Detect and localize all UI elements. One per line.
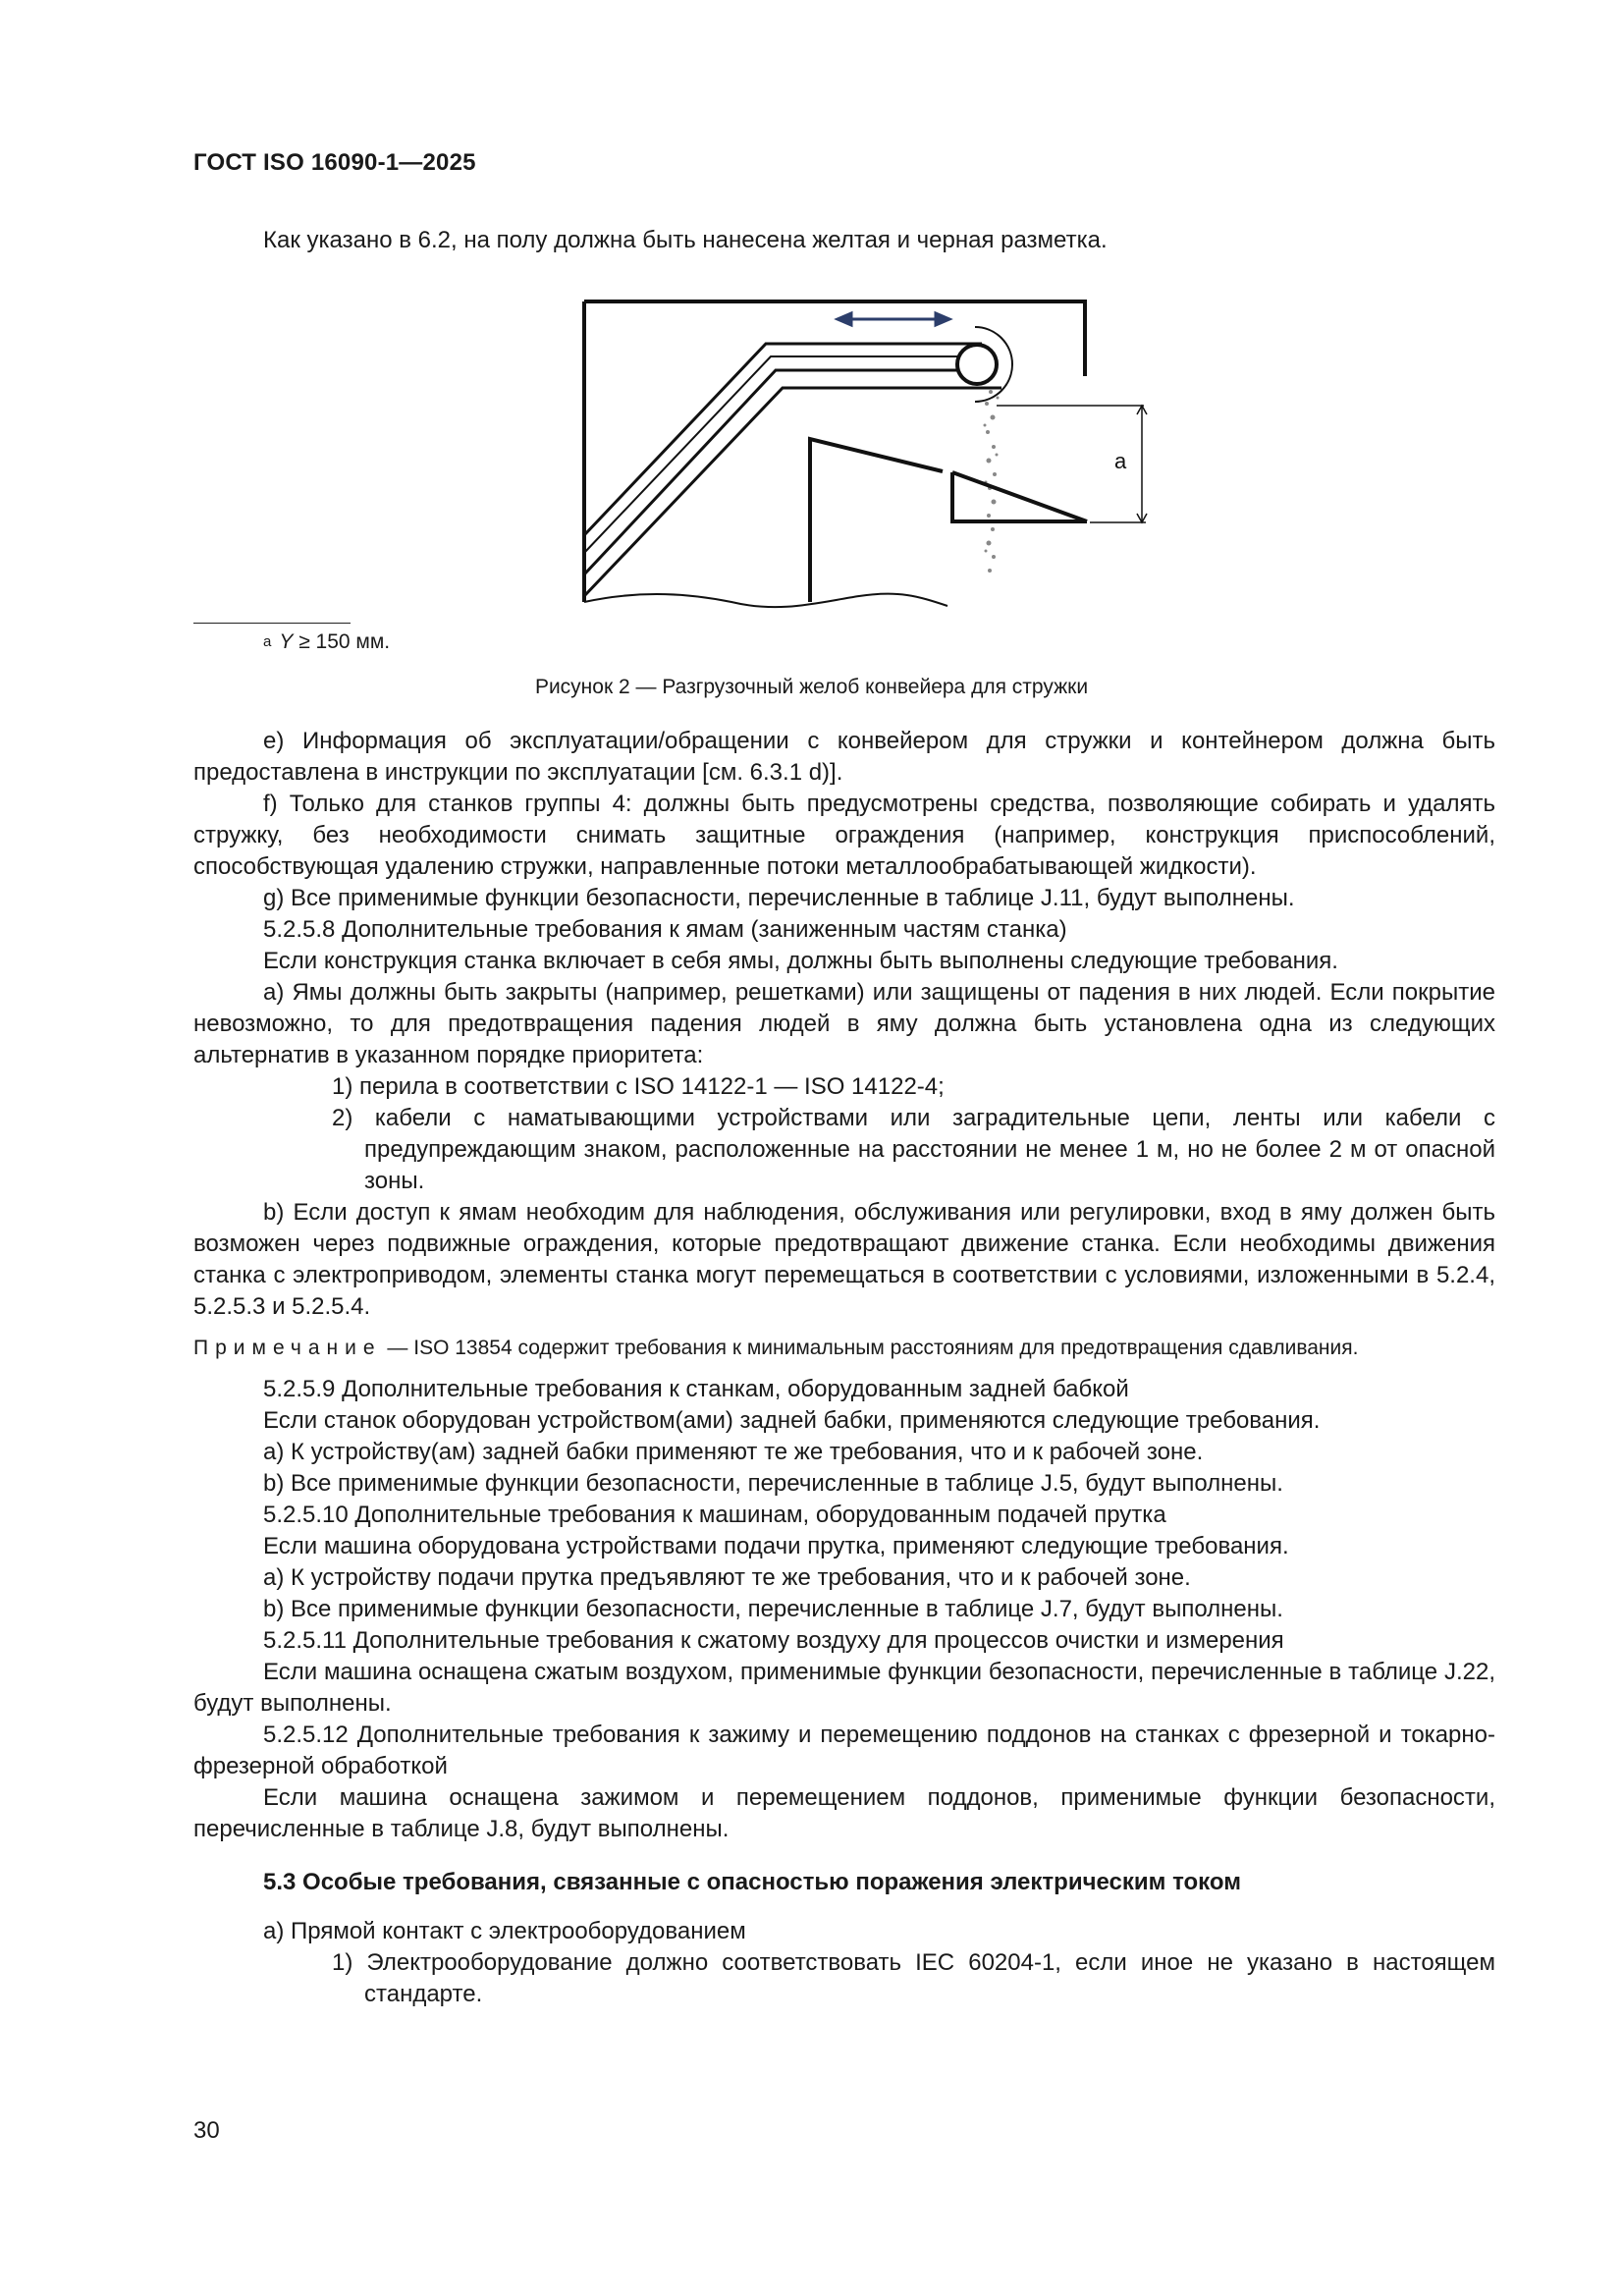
section-5-2-5-10-intro: Если машина оборудована устройствами подачи прутка, применяют следующие требования. <box>263 1533 1289 1559</box>
note-text: — ISO 13854 содержит требования к минимальным расстояниям для предотвращения сдавливания. <box>381 1337 1359 1359</box>
dimension-label: a <box>1114 449 1127 473</box>
section-5-3-a: a) Прямой контакт с электрооборудованием <box>263 1918 746 1944</box>
section-5-2-5-8-a: a) Ямы должны быть закрыты (например, решетками) или защищены от падения в них людей. Если покрытие невозможно, то для предотвращения падения людей в яму должна быть установлена одна из следующих альтернатив в указанном порядке приоритета: <box>193 979 1495 1068</box>
section-5-2-5-9-intro: Если станок оборудован устройством(ами) задней бабки, применяются следующие требования. <box>263 1407 1321 1434</box>
conveyor-roller <box>957 345 997 384</box>
section-5-3-heading: 5.3 Особые требования, связанные с опасностью поражения электрическим током <box>263 1869 1241 1895</box>
section-5-2-5-11-heading: 5.2.5.11 Дополнительные требования к сжатому воздуху для процессов очистки и измерения <box>263 1627 1284 1654</box>
section-5-2-5-9-a: a) К устройству(ам) задней бабки применяют те же требования, что и к рабочей зоне. <box>263 1439 1204 1465</box>
chip-container <box>810 439 1087 602</box>
figure-footnote <box>263 630 390 654</box>
note <box>193 1335 1495 1362</box>
section-5-2-5-8-intro: Если конструкция станка включает в себя ямы, должны быть выполнены следующие требования. <box>263 948 1338 974</box>
note-label: Примечание <box>193 1337 382 1359</box>
footnote-text: ≥ 150 мм. <box>293 630 391 653</box>
figure-break-line <box>584 594 947 608</box>
section-5-3-a1: 1) Электрооборудование должно соответствовать IEC 60204-1, если иное не указано в настоящем стандарте. <box>332 1949 1495 2007</box>
section-5-2-5-12-heading: 5.2.5.12 Дополнительные требования к зажиму и перемещению поддонов на станках с фрезерной и токарно-фрезерной обработкой <box>193 1722 1495 1779</box>
section-5-2-5-8-b: b) Если доступ к ямам необходим для наблюдения, обслуживания или регулировки, вход в яму должен быть возможен через подвижные ограждения, которые предотвращают движение станка. Если необходимы движения станка с электроприводом, элементы станка могут перемещаться в соответствии с условиями, изложенными в 5.2.4, 5.2.5.3 и 5.2.5.4. <box>193 1199 1495 1320</box>
section-5-2-5-9-heading: 5.2.5.9 Дополнительные требования к станкам, оборудованным задней бабкой <box>263 1376 1129 1402</box>
page-number: 30 <box>193 2117 220 2144</box>
section-5-2-5-9-b: b) Все применимые функции безопасности, перечисленные в таблице J.5, будут выполнены. <box>263 1470 1283 1497</box>
section-5-2-5-10-a: a) К устройству подачи прутка предъявляют те же требования, что и к рабочей зоне. <box>263 1564 1191 1591</box>
section-5-2-5-8-a1: 1) перила в соответствии с ISO 14122-1 — ISO 14122-4; <box>332 1073 945 1100</box>
section-5-2-5-10-heading: 5.2.5.10 Дополнительные требования к машинам, оборудованным подачей прутка <box>263 1502 1166 1528</box>
chip-particles <box>984 390 1000 573</box>
figure-caption: Рисунок 2 — Разгрузочный желоб конвейера для стружки <box>534 676 1089 698</box>
intro-text: Как указано в 6.2, на полу должна быть нанесена желтая и черная разметка. <box>263 227 1108 253</box>
paragraph-f: f) Только для станков группы 4: должны быть предусмотрены средства, позволяющие собирать и удалять стружку, без необходимости снимать защитные ограждения (например, конструкция приспособлений, способствующая удалению стружки, направленные потоки металлообрабатывающей жидкости). <box>193 791 1495 880</box>
document-header: ГОСТ ISO 16090-1—2025 <box>193 149 476 176</box>
footnote-rule <box>193 623 351 624</box>
paragraph-g: g) Все применимые функции безопасности, перечисленные в таблице J.11, будут выполнены. <box>263 885 1295 911</box>
section-5-2-5-8-a2: 2) кабели с наматывающими устройствами или заградительные цепи, ленты или кабели с предупреждающим знаком, расположенные на расстоянии не менее 1 м, но не более 2 м от опасной зоны. <box>332 1105 1495 1194</box>
section-5-2-5-8-heading: 5.2.5.8 Дополнительные требования к ямам (заниженным частям станка) <box>263 916 1067 943</box>
figure-frame <box>584 301 1085 602</box>
section-5-2-5-12-text: Если машина оснащена зажимом и перемещением поддонов, применимые функции безопасности, перечисленные в таблице J.8, будут выполнены. <box>193 1784 1495 1842</box>
section-5-2-5-11-text: Если машина оснащена сжатым воздухом, применимые функции безопасности, перечисленные в таблице J.22, будут выполнены. <box>193 1659 1495 1717</box>
section-5-2-5-10-b: b) Все применимые функции безопасности, перечисленные в таблице J.7, будут выполнены. <box>263 1596 1283 1622</box>
footnote-variable: Y <box>279 630 294 653</box>
document-body <box>193 726 1495 2010</box>
footnote-marker: a <box>263 633 272 650</box>
conveyor-chute-figure <box>565 290 1127 624</box>
direction-arrow <box>838 313 949 325</box>
paragraph-e: e) Информация об эксплуатации/обращении с конвейером для стружки и контейнером должна быть предоставлена в инструкции по эксплуатации [см. 6.3.1 d)]. <box>193 728 1495 786</box>
